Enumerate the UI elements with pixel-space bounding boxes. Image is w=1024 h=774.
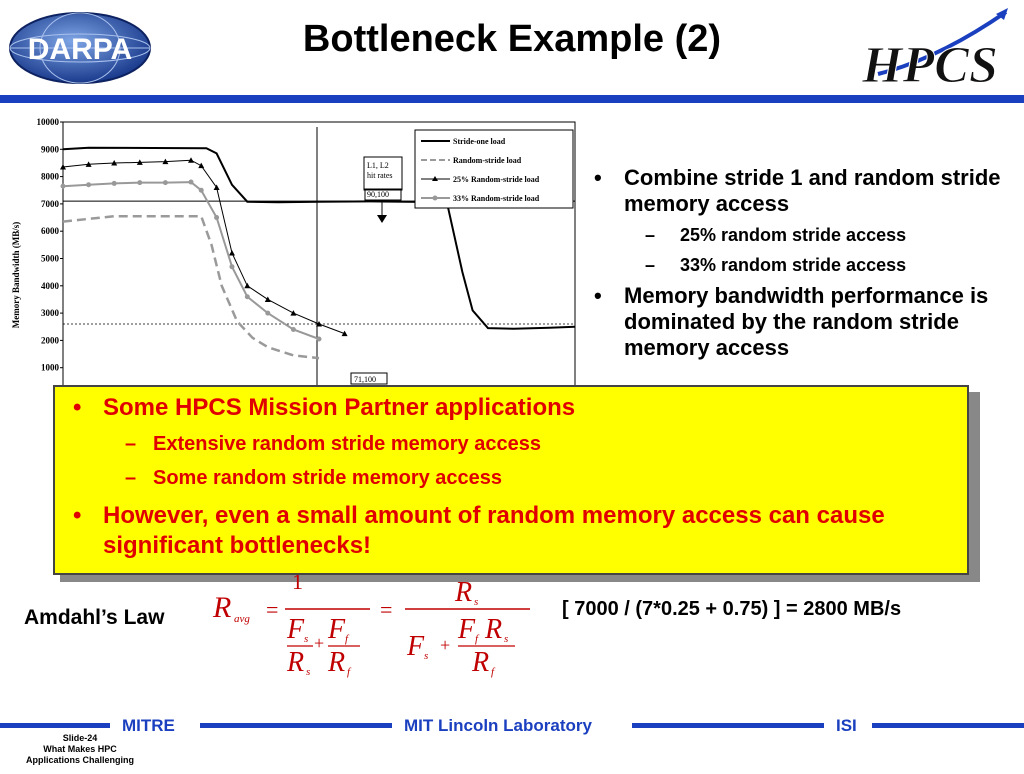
formula-den-rs-sub: s bbox=[504, 633, 509, 645]
slide-info bbox=[0, 733, 160, 766]
footer-mitre: MITRE bbox=[122, 716, 175, 735]
series-4-point bbox=[317, 337, 322, 342]
series-3-point bbox=[229, 250, 235, 256]
y-tick-labels bbox=[37, 117, 64, 373]
legend-33pct: 33% Random-stride load bbox=[453, 194, 540, 203]
formula-one: 1 bbox=[292, 575, 303, 594]
series-3-point bbox=[198, 163, 204, 169]
footer-rule-4 bbox=[872, 723, 1024, 728]
bullet-icon: • bbox=[594, 165, 602, 190]
hit-rate-annotation bbox=[364, 157, 402, 223]
y-tick-6000: 6000 bbox=[41, 226, 59, 237]
annotation-low-value: 71,100 bbox=[354, 375, 376, 384]
series-4-point bbox=[229, 264, 234, 269]
series-line-3 bbox=[63, 160, 345, 333]
formula-r: R bbox=[213, 591, 232, 624]
callout-bullet-2: • However, even a small amount of random memory access can cause significant bottlenecks! bbox=[73, 502, 885, 559]
formula-fs: F bbox=[287, 614, 305, 645]
bullet-1 bbox=[590, 165, 1010, 217]
bullet-icon: • bbox=[594, 283, 602, 308]
callout-bullet-1-text: Some HPCS Mission Partner applications bbox=[103, 394, 576, 421]
series-4-point bbox=[245, 294, 250, 299]
series-4-point bbox=[112, 181, 117, 186]
series-4-point bbox=[265, 311, 270, 316]
bullet-1-sub-1: – 25% random stride access bbox=[645, 225, 907, 245]
bullet-1-sub-2: – 33% random stride access bbox=[645, 255, 907, 275]
bullet-list bbox=[590, 165, 1010, 367]
formula-ff-sub: f bbox=[345, 633, 349, 645]
y-tick-10000: 10000 bbox=[36, 117, 59, 127]
darpa-logo bbox=[8, 10, 153, 85]
annotation-line-2: hit rates bbox=[367, 171, 393, 180]
formula-den-rf-sub: f bbox=[491, 666, 495, 678]
series-4-point bbox=[137, 180, 142, 185]
formula-eq-2: = bbox=[380, 597, 393, 622]
footer-lincoln: MIT Lincoln Laboratory bbox=[404, 716, 592, 735]
formula-den-fs-sub: s bbox=[424, 650, 429, 662]
bullet-1-text: Combine stride 1 and random stride memory access bbox=[624, 165, 1001, 216]
annotation-value: 90,100 bbox=[367, 190, 389, 199]
callout-box bbox=[53, 385, 969, 575]
formula-plus-2: + bbox=[440, 635, 451, 655]
footer-isi: ISI bbox=[836, 716, 857, 735]
y-tick-2000: 2000 bbox=[41, 335, 59, 346]
bullet-2-text: Memory bandwidth performance is dominated by the random stride memory access bbox=[624, 283, 989, 360]
bullet-1-sub-1-text: 25% random stride access bbox=[680, 225, 907, 245]
formula-avg: avg bbox=[234, 613, 250, 625]
formula-rf-sub: f bbox=[347, 666, 351, 678]
y-tick-1000: 1000 bbox=[41, 362, 59, 373]
low-annotation bbox=[351, 373, 387, 384]
formula-ff: F bbox=[328, 614, 346, 645]
y-axis-label: Memory Bandwidth (MB/s) bbox=[11, 221, 21, 329]
y-tick-5000: 5000 bbox=[41, 253, 59, 264]
formula-den-fs: F bbox=[407, 631, 425, 662]
y-tick-9000: 9000 bbox=[41, 144, 59, 155]
hpcs-logo-text: HPCS bbox=[862, 37, 998, 92]
series-4-point bbox=[199, 188, 204, 193]
legend-random-stride: Random-stride load bbox=[453, 156, 522, 165]
series-4-point bbox=[163, 180, 168, 185]
callout-bullet-1: • Some HPCS Mission Partner applications bbox=[73, 394, 576, 421]
legend-stride-one: Stride-one load bbox=[453, 137, 506, 146]
series-3-point bbox=[265, 296, 271, 302]
footer-rule-2 bbox=[200, 723, 392, 728]
formula-eq-1: = bbox=[266, 597, 279, 622]
legend-25pct: 25% Random-stride load bbox=[453, 175, 540, 184]
formula-den-ff-sub: f bbox=[475, 633, 479, 645]
footer-rule-3 bbox=[632, 723, 824, 728]
bandwidth-chart bbox=[10, 115, 590, 395]
formula-num-rs: R bbox=[455, 577, 473, 608]
amdahl-formula bbox=[210, 575, 550, 680]
reference-lines bbox=[63, 201, 575, 324]
slide-title-line-1: What Makes HPC bbox=[43, 744, 117, 754]
callout-sub-1-text: Extensive random stride memory access bbox=[153, 433, 541, 455]
series-4-point bbox=[86, 182, 91, 187]
annotation-line-1: L1, L2 bbox=[367, 161, 389, 170]
y-tick-7000: 7000 bbox=[41, 198, 59, 209]
hpcs-logo bbox=[838, 4, 1018, 92]
bullet-1-sub-2-text: 33% random stride access bbox=[680, 255, 907, 275]
y-tick-3000: 3000 bbox=[41, 308, 59, 319]
series-3-point bbox=[244, 283, 250, 289]
series-3-point bbox=[290, 310, 296, 316]
amdahl-label: Amdahl’s Law bbox=[24, 606, 165, 629]
slide-number: Slide-24 bbox=[62, 733, 98, 743]
formula-num-rs-sub: s bbox=[474, 596, 479, 608]
darpa-logo-text: DARPA bbox=[27, 33, 133, 66]
y-tick-8000: 8000 bbox=[41, 171, 59, 182]
bullet-2 bbox=[590, 283, 1010, 361]
formula-rf: R bbox=[328, 647, 346, 678]
formula-den-ff: F bbox=[458, 614, 476, 645]
formula-den-rf: R bbox=[472, 647, 490, 678]
series-4-point bbox=[291, 327, 296, 332]
formula-rs: R bbox=[287, 647, 305, 678]
callout-bullet-2-text: However, even a small amount of random memory access can cause significant bottlenecks! bbox=[103, 502, 885, 559]
formula-plus-1: + bbox=[314, 633, 325, 653]
series-line-4 bbox=[63, 182, 319, 339]
callout-sub-1: – Extensive random stride memory access bbox=[125, 433, 541, 455]
series-4-point bbox=[214, 215, 219, 220]
formula-fs-sub: s bbox=[304, 633, 309, 645]
series-4-point bbox=[189, 180, 194, 185]
series-4 bbox=[61, 180, 322, 342]
series-2 bbox=[63, 216, 319, 358]
formula-rs-sub: s bbox=[306, 666, 311, 678]
callout-sub-2-text: Some random stride memory access bbox=[153, 467, 503, 489]
chart-legend bbox=[415, 130, 573, 208]
y-tick-4000: 4000 bbox=[41, 280, 59, 291]
callout-sub-2: – Some random stride memory access bbox=[125, 467, 503, 489]
series-line-2 bbox=[63, 216, 319, 358]
header-rule bbox=[0, 95, 1024, 103]
page-title: Bottleneck Example (2) bbox=[302, 18, 722, 60]
bandwidth-calculation: [ 7000 / (7*0.25 + 0.75) ] = 2800 MB/s bbox=[562, 598, 902, 620]
slide-title-line-2: Applications Challenging bbox=[25, 755, 134, 765]
footer-rule-1 bbox=[0, 723, 110, 728]
formula-den-rs: R bbox=[485, 614, 503, 645]
series-4-point bbox=[61, 184, 66, 189]
